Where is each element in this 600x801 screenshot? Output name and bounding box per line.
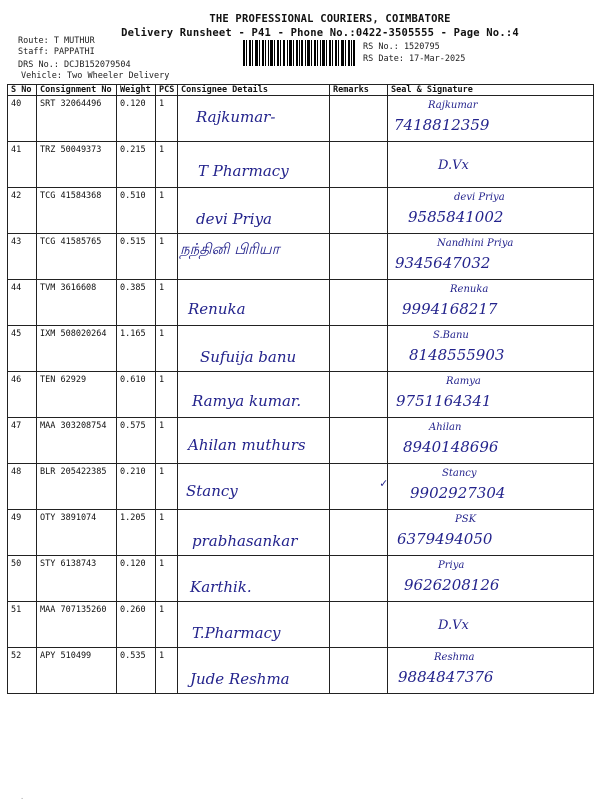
consignee-name: Jude Reshma [190,670,290,688]
cell-consignment-no: OTY 3891074 [37,510,117,556]
cell-consignee [178,418,330,464]
company-title: THE PROFESSIONAL COURIERS, COIMBATORE [209,13,451,25]
cell-pcs: 1 [156,280,178,326]
table-row [8,280,594,326]
cell-signature [388,96,594,142]
cell-pcs: 1 [156,648,178,694]
consignee-name: prabhasankar [192,532,298,550]
cell-signature [388,556,594,602]
barcode-image [243,40,355,66]
staff-label: Staff: PAPPATHI [18,47,95,57]
cell-signature [388,142,594,188]
cell-consignment-no: TEN 62929 [37,372,117,418]
cell-sno: 40 [8,96,37,142]
cell-weight: 0.120 [117,96,156,142]
vehicle-label: Vehicle: Two Wheeler Delivery [21,71,170,81]
table-row [8,510,594,556]
route-label: Route: T MUTHUR [18,36,95,46]
cell-consignment-no: MAA 707135260 [37,602,117,648]
cell-remarks [330,188,388,234]
signature-scribble: D.Vx [438,618,469,633]
cell-consignee [178,372,330,418]
cell-consignee [178,142,330,188]
cell-consignee [178,188,330,234]
cell-remarks [330,280,388,326]
cell-consignee [178,326,330,372]
cell-weight: 0.575 [117,418,156,464]
phone-number: 9345647032 [395,254,491,272]
col-seal-signature: Seal & Signature [388,85,594,96]
signature-scribble: Nandhini Priya [437,238,514,249]
col-pcs: PCS [156,85,178,96]
cell-weight: 0.120 [117,556,156,602]
signature-scribble: Renuka [450,284,489,295]
rs-number: RS No.: 1520795 [363,42,440,52]
cell-sno: 45 [8,326,37,372]
cell-consignment-no: BLR 205422385 [37,464,117,510]
consignee-name: Ahilan muthurs [188,436,306,454]
phone-number: 9902927304 [410,484,506,502]
cell-consignment-no: APY 510499 [37,648,117,694]
consignee-name: Renuka [188,300,246,318]
table-row [8,188,594,234]
cell-pcs: 1 [156,418,178,464]
table-row [8,418,594,464]
cell-signature [388,326,594,372]
cell-weight: 0.260 [117,602,156,648]
table-row [8,142,594,188]
phone-number: 8940148696 [403,438,499,456]
cell-sno: 41 [8,142,37,188]
cell-signature [388,280,594,326]
col-consignee: Consignee Details [178,85,330,96]
cell-consignee [178,648,330,694]
col-consignment: Consignment No [37,85,117,96]
table-row [8,234,594,280]
cell-consignment-no: IXM 508020264 [37,326,117,372]
cell-consignee [178,510,330,556]
signature-scribble: Rajkumar [428,100,478,111]
cell-signature [388,464,594,510]
cell-consignee [178,464,330,510]
cell-signature [388,234,594,280]
phone-number: 7418812359 [394,116,490,134]
cell-pcs: 1 [156,142,178,188]
phone-number: 9994168217 [402,300,498,318]
cell-weight: 0.215 [117,142,156,188]
cell-pcs: 1 [156,602,178,648]
consignee-name: Ramya kumar. [192,392,302,410]
cell-sno: 47 [8,418,37,464]
consignee-name: Karthik. [190,578,252,596]
cell-remarks [330,510,388,556]
table-row [8,326,594,372]
cell-sno: 52 [8,648,37,694]
cell-remarks [330,326,388,372]
phone-number: 6379494050 [397,530,493,548]
cell-signature [388,188,594,234]
consignee-name: T Pharmacy [198,162,289,180]
signature-scribble: Priya [438,560,465,571]
cell-consignment-no: STY 6138743 [37,556,117,602]
table-row [8,648,594,694]
cell-weight: 1.165 [117,326,156,372]
cell-sno: 44 [8,280,37,326]
signature-scribble: D.Vx [438,158,469,173]
cell-weight: 1.205 [117,510,156,556]
cell-signature [388,372,594,418]
cell-consignee [178,280,330,326]
consignee-name: Sufuija banu [200,348,297,366]
cell-signature [388,648,594,694]
col-weight: Weight [117,85,156,96]
table-row [8,556,594,602]
signature-scribble: Reshma [434,652,475,663]
cell-remarks [330,96,388,142]
cell-consignment-no: TCG 41585765 [37,234,117,280]
table-row [8,372,594,418]
cell-pcs: 1 [156,556,178,602]
cell-consignment-no: TVM 3616608 [37,280,117,326]
phone-number: 9884847376 [398,668,494,686]
cell-sno: 48 [8,464,37,510]
rs-date: RS Date: 17-Mar-2025 [363,54,466,64]
drs-number: DRS No.: DCJB152079504 [18,60,131,70]
cell-signature [388,602,594,648]
cell-sno: 51 [8,602,37,648]
cell-signature [388,418,594,464]
signature-scribble: devi Priya [454,192,505,203]
footer-mark: . [20,793,25,801]
signature-scribble: Ahilan [429,422,462,433]
cell-remarks [330,372,388,418]
runsheet-table [7,84,594,694]
cell-remarks [330,464,388,510]
phone-number: 9626208126 [404,576,500,594]
phone-number: 8148555903 [409,346,505,364]
signature-scribble: Stancy [442,468,477,479]
cell-weight: 0.515 [117,234,156,280]
cell-consignment-no: TRZ 50049373 [37,142,117,188]
table-header-row [8,85,594,96]
cell-sno: 50 [8,556,37,602]
signature-scribble: Ramya [446,376,481,387]
cell-sno: 42 [8,188,37,234]
phone-number: 9751164341 [396,392,492,410]
cell-weight: 0.510 [117,188,156,234]
consignee-name: devi Priya [196,210,272,228]
cell-consignee [178,602,330,648]
cell-sno: 43 [8,234,37,280]
cell-remarks [330,418,388,464]
cell-pcs: 1 [156,464,178,510]
cell-remarks [330,556,388,602]
cell-consignment-no: TCG 41584368 [37,188,117,234]
col-sno: S No [8,85,37,96]
cell-remarks [330,602,388,648]
cell-pcs: 1 [156,96,178,142]
cell-pcs: 1 [156,326,178,372]
checkmark-icon: ✓ [380,476,388,490]
cell-remarks [330,234,388,280]
cell-remarks [330,142,388,188]
cell-weight: 0.535 [117,648,156,694]
table-row [8,96,594,142]
cell-weight: 0.385 [117,280,156,326]
cell-remarks [330,648,388,694]
col-remarks: Remarks [330,85,388,96]
table-row [8,602,594,648]
signature-scribble: S.Banu [433,330,469,341]
cell-weight: 0.610 [117,372,156,418]
table-row [8,464,594,510]
cell-consignee [178,234,330,280]
cell-pcs: 1 [156,510,178,556]
cell-weight: 0.210 [117,464,156,510]
cell-consignee [178,96,330,142]
cell-sno: 46 [8,372,37,418]
runsheet-title: Delivery Runsheet - P41 - Phone No.:0422-3505555 - Page No.:4 [121,27,519,39]
consignee-name: T.Pharmacy [192,624,281,642]
cell-pcs: 1 [156,234,178,280]
cell-sno: 49 [8,510,37,556]
consignee-name: Rajkumar- [196,108,276,126]
signature-scribble: PSK [455,514,477,525]
phone-number: 9585841002 [408,208,504,226]
cell-pcs: 1 [156,372,178,418]
cell-consignee [178,556,330,602]
cell-consignment-no: MAA 303208754 [37,418,117,464]
consignee-name: Stancy [186,482,238,500]
cell-signature [388,510,594,556]
cell-pcs: 1 [156,188,178,234]
cell-consignment-no: SRT 32064496 [37,96,117,142]
consignee-name: நந்தினி பிரியா [180,240,280,258]
